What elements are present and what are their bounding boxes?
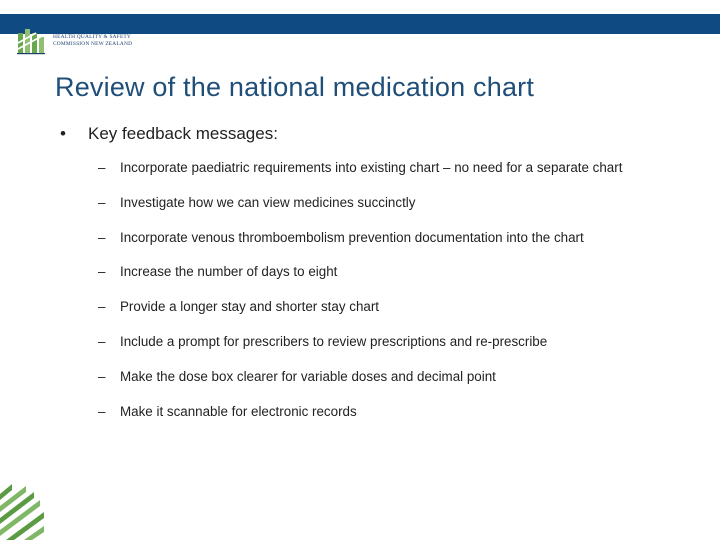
dash-icon: – <box>98 160 106 175</box>
list-item <box>98 404 622 439</box>
list-item-text: Increase the number of days to eight <box>120 264 338 280</box>
corner-stripes-decoration <box>0 484 46 540</box>
list-item <box>98 160 622 195</box>
slide-title: Review of the national medication chart <box>55 72 535 102</box>
list-item <box>98 195 622 230</box>
list-item <box>98 230 622 265</box>
lead-text: Key feedback messages: <box>88 124 278 143</box>
list-item-text: Incorporate venous thromboembolism prevention documentation into the chart <box>120 229 584 245</box>
list-item <box>98 369 622 404</box>
list-item <box>98 264 622 299</box>
logo-text-line: HEALTH QUALITY & SAFETY <box>53 34 132 40</box>
dash-icon: – <box>98 299 106 315</box>
list-item <box>98 334 622 369</box>
list-item-text: Incorporate paediatric requirements into existing chart – no need for a separate chart <box>120 160 623 175</box>
logo-text-line: COMMISSION NEW ZEALAND <box>53 40 133 47</box>
dash-icon: – <box>98 194 106 210</box>
lead-bullet <box>60 124 278 144</box>
list-item-text: Investigate how we can view medicines succinctly <box>120 194 416 210</box>
feedback-list <box>98 160 622 438</box>
list-item-text: Make the dose box clearer for variable doses and decimal point <box>120 368 496 384</box>
commission-logo <box>16 27 134 57</box>
logo-text <box>53 34 143 47</box>
dash-icon: – <box>98 333 106 349</box>
list-item <box>98 299 622 334</box>
list-item-text: Provide a longer stay and shorter stay chart <box>120 299 380 315</box>
list-item-text: Make it scannable for electronic records <box>120 403 357 419</box>
dash-icon: – <box>98 264 106 280</box>
dash-icon: – <box>98 403 106 419</box>
bullet-icon: • <box>60 124 66 143</box>
dash-icon: – <box>98 368 106 384</box>
logo-mark-icon <box>16 27 52 57</box>
dash-icon: – <box>98 229 106 245</box>
list-item-text: Include a prompt for prescribers to review prescriptions and re-prescribe <box>120 333 548 349</box>
